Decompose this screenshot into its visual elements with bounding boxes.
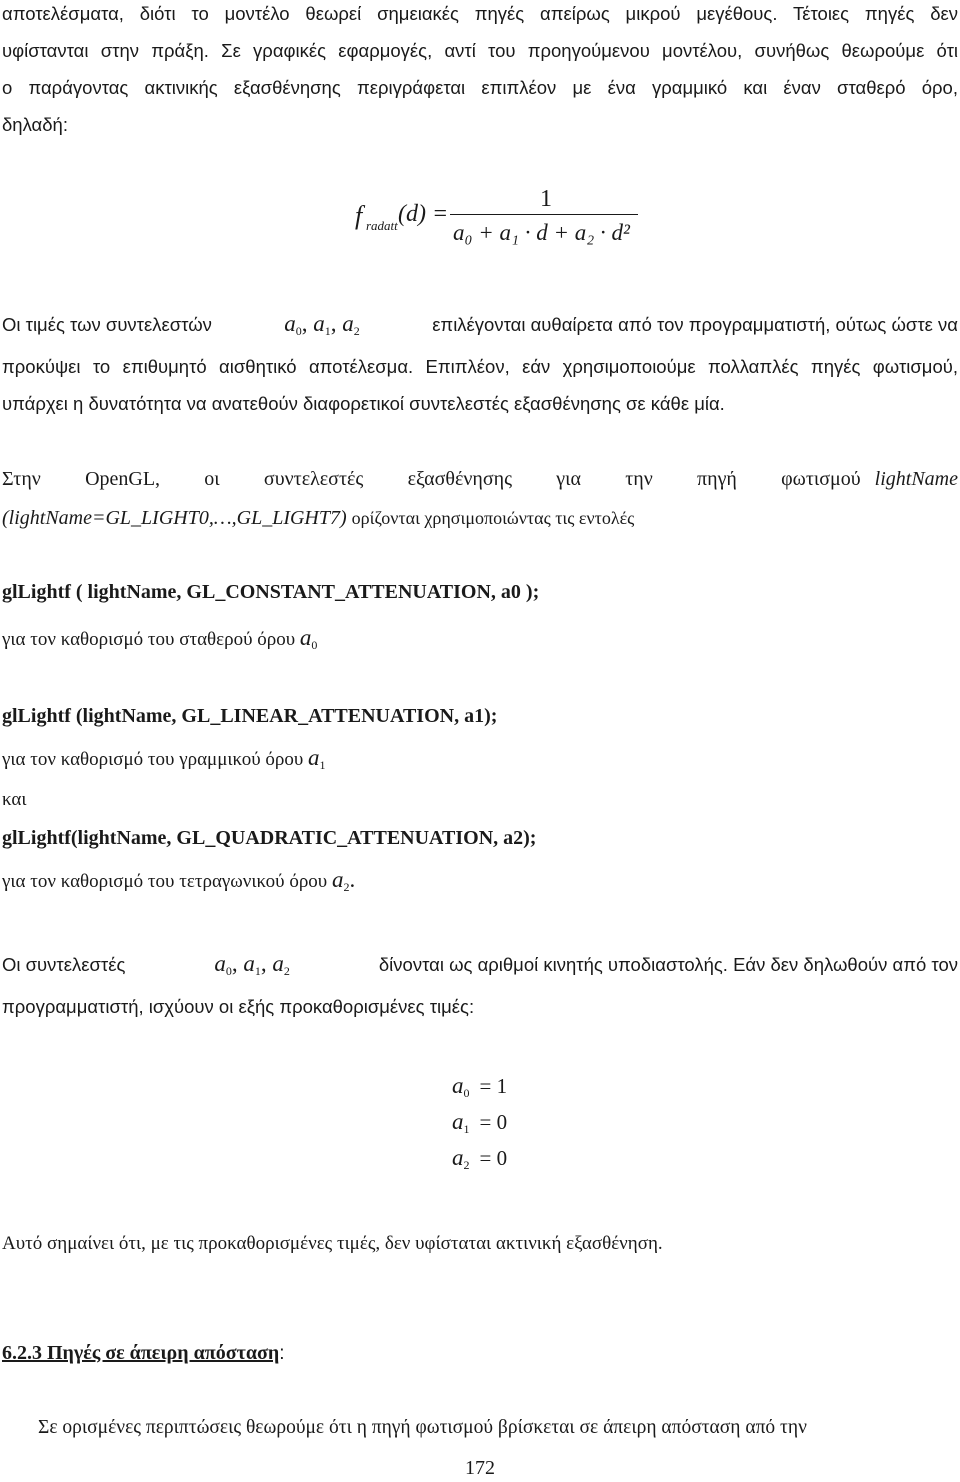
text-span: Οι συντελεστές <box>2 954 126 975</box>
code-line: glLightf (lightName, GL_LINEAR_ATTENUATION, a1); <box>2 705 498 727</box>
paragraph-line: δηλαδή: <box>2 114 68 135</box>
paragraph-line <box>2 626 958 657</box>
paragraph-line <box>2 952 958 983</box>
paragraph-line <box>2 746 958 777</box>
section-title: 6.2.3 Πηγές σε άπειρη απόσταση <box>2 1342 280 1364</box>
text-span: επιλέγονται αυθαίρετα από τον προγραμματιστή, ούτως ώστε να <box>432 314 958 335</box>
default-var: a <box>452 1145 464 1170</box>
text-span: (lightName=GL_LIGHT0,…,GL_LIGHT7) <box>2 507 347 529</box>
default-value: = 0 <box>479 1146 508 1170</box>
text-span: δίνονται ως αριθμοί κινητής υποδιαστολής. Εάν δεν δηλωθούν από τον <box>378 954 958 975</box>
section-heading <box>2 1341 958 1366</box>
page-number: 172 <box>465 1457 495 1479</box>
section-colon: : <box>279 1343 285 1364</box>
text-span: lightName <box>874 468 958 490</box>
paragraph-line: και <box>2 789 27 810</box>
paragraph-line <box>2 506 958 530</box>
code-line: glLightf(lightName, GL_QUADRATIC_ATTENUATION, a2); <box>2 827 537 849</box>
paragraph-line <box>2 467 958 491</box>
paragraph-line: ο παράγοντας ακτινικής εξασθένησης περιγράφεται επιπλέον με ένα γραμμικό και έναν σταθερό όρο, <box>2 77 958 98</box>
paragraph-line <box>2 868 958 899</box>
paragraph-line: προκύψει το επιθυμητό αισθητικό αποτέλεσμα. Επιπλέον, εάν χρησιμοποιούμε πολλαπλές πηγές φωτισμού, <box>2 356 958 377</box>
default-sub: 0 <box>463 1086 470 1100</box>
text-span: για τον καθορισμό του γραμμικού όρου <box>2 749 304 770</box>
formula-argument: (d) = <box>398 201 449 227</box>
fraction-bar <box>450 214 638 215</box>
attenuation-formula <box>355 188 655 258</box>
formula-subscript: radatt <box>366 218 398 233</box>
paragraph-line: αποτελέσματα, διότι το μοντέλο θεωρεί σημειακές πηγές απείρως μικρού μεγέθους. Τέτοιες πηγές δεν <box>2 3 958 24</box>
paragraph-line <box>2 312 958 343</box>
paragraph-line: Αυτό σημαίνει ότι, με τις προκαθορισμένες τιμές, δεν υφίσταται ακτινική εξασθένηση. <box>2 1233 663 1254</box>
formula-f: f <box>355 201 363 230</box>
coef-list: $a_0$, $a_1$, $a_2$ <box>284 311 360 338</box>
default-value-row <box>452 1145 507 1173</box>
coef-list: $a_0$, $a_1$, $a_2$ <box>214 951 290 978</box>
default-var: a <box>452 1109 464 1134</box>
default-value-row <box>452 1073 507 1101</box>
default-sub: 2 <box>463 1158 470 1172</box>
paragraph-line: υπάρχει η δυνατότητα να ανατεθούν διαφορετικοί συντελεστές εξασθένησης σε κάθε μία. <box>2 393 725 414</box>
code-line: glLightf ( lightName, GL_CONSTANT_ATTENUATION, a0 ); <box>2 581 540 603</box>
paragraph-line: υφίστανται στην πράξη. Σε γραφικές εφαρμογές, αντί του προηγούμενου μοντέλου, συνήθως θεωρούμε ότι <box>2 40 958 61</box>
default-sub: 1 <box>463 1122 470 1136</box>
default-value: = 1 <box>479 1074 508 1098</box>
formula-denominator: a₀ + a₁ · d + a₂ · d² <box>453 220 630 245</box>
default-value: = 0 <box>479 1110 508 1134</box>
default-value-row <box>452 1109 507 1137</box>
coef-a2: $a_2$. <box>331 867 356 894</box>
text-span: για τον καθορισμό του σταθερού όρου <box>2 629 296 650</box>
coef-a0: $a_0$ <box>299 625 318 652</box>
text-span: Στην OpenGL, οι συντελεστές εξασθένησης για την πηγή φωτισμού <box>2 468 861 490</box>
default-var: a <box>452 1073 464 1098</box>
text-span: Οι τιμές των συντελεστών <box>2 314 212 335</box>
text-span: ορίζονται χρησιμοποιώντας τις εντολές <box>351 508 635 528</box>
coef-a1: $a_1$ <box>308 745 326 772</box>
paragraph-line: προγραμματιστή, ισχύουν οι εξής προκαθορισμένες τιμές: <box>2 996 475 1017</box>
formula-numerator: 1 <box>540 186 552 212</box>
paragraph-line: Σε ορισμένες περιπτώσεις θεωρούμε ότι η πηγή φωτισμού βρίσκεται σε άπειρη απόσταση από την <box>38 1417 807 1438</box>
text-span: για τον καθορισμό του τετραγωνικού όρου <box>2 871 328 892</box>
